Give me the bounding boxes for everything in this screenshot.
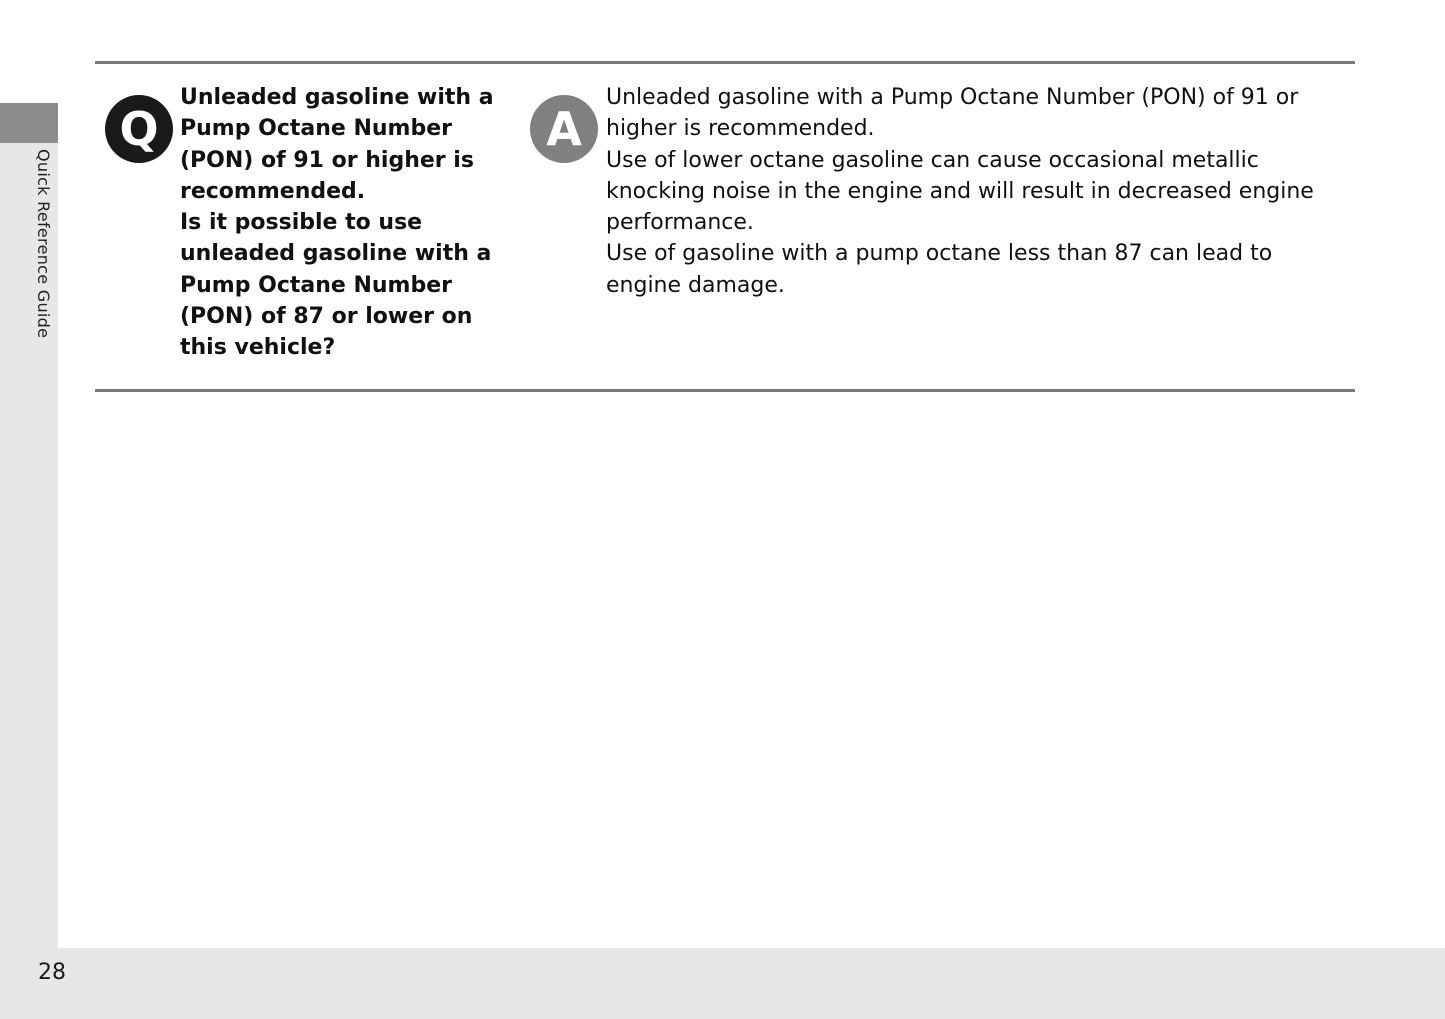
question-line: (PON) of 91 or higher is: [180, 147, 474, 173]
section-label: Quick Reference Guide: [34, 149, 53, 339]
question-line: this vehicle?: [180, 335, 336, 361]
question-line: Pump Octane Number: [180, 272, 452, 298]
answer-line: Unleaded gasoline with a Pump Octane Number (PON) of 91 or: [606, 85, 1299, 110]
answer-line: engine damage.: [606, 272, 785, 298]
question-line: (PON) of 87 or lower on: [180, 304, 473, 330]
answer-line: Use of gasoline with a pump octane less than 87 can lead to: [606, 241, 1273, 267]
bottom-divider: [95, 389, 1355, 392]
question-text: [180, 82, 494, 364]
answer-line: performance.: [606, 210, 754, 236]
answer-line: knocking noise in the engine and will result in decreased engine: [606, 178, 1314, 204]
footer-band: [0, 948, 1445, 1019]
answer-text: [606, 82, 1346, 301]
question-line: unleaded gasoline with a: [180, 241, 492, 267]
question-line: Is it possible to use: [180, 210, 423, 236]
answer-line: higher is recommended.: [606, 116, 875, 142]
question-line: Unleaded gasoline with a: [180, 85, 494, 110]
question-line: recommended.: [180, 178, 366, 204]
top-divider: [95, 61, 1355, 64]
answer-line: Use of lower octane gasoline can cause occasional metallic: [606, 147, 1259, 173]
answer-badge-icon: A: [530, 95, 598, 163]
question-badge-icon: Q: [105, 95, 173, 163]
question-line: Pump Octane Number: [180, 116, 452, 142]
page-number: 28: [38, 960, 66, 985]
section-tab-marker: [0, 103, 58, 143]
